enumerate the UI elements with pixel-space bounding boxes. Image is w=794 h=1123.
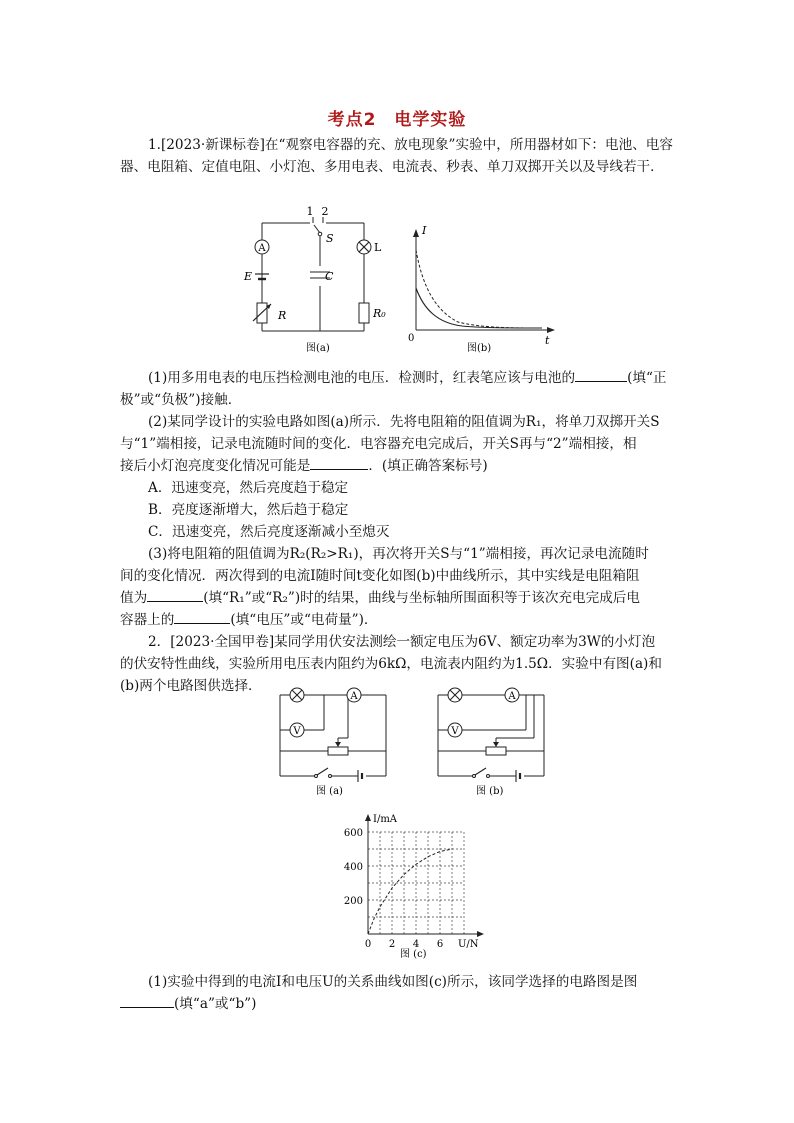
q2-intro-line2: 的伏安特性曲线，实验所用电压表内阻约为6kΩ，电流表内阻约为1.5Ω．实验中有图(a)和	[120, 656, 662, 672]
figure-2b-caption: 图 (b)	[476, 786, 504, 797]
battery-label: E	[244, 270, 253, 283]
t-axis-label: t	[545, 334, 550, 347]
y-tick-label: 400	[343, 862, 363, 873]
switch-label: S	[326, 232, 334, 245]
figure-a-caption: 图(a)	[306, 343, 330, 354]
q2-intro-line3: (b)两个电路图供选择．	[120, 678, 262, 694]
voltmeter-symbol-a: V	[293, 726, 301, 737]
y-axis-label: I/mA	[373, 814, 398, 825]
switch-terminal-1: 1	[306, 205, 314, 218]
x-axis-arrow	[477, 931, 484, 937]
y-axis-arrow	[365, 814, 371, 821]
q1-intro: 1.[2023·新课标卷]在“观察电容器的充、放电现象”实验中，所用器材如下：电池、电容器、电阻箱、定值电阻、小灯泡、多用电表、电流表、秒表、单刀双掷开关以及导线若干．	[120, 137, 673, 176]
q2-part1-line1: (1)实验中得到的电流I和电压U的关系曲线如图(c)所示，该同学选择的电路图是图	[148, 974, 638, 990]
iu-curve-series	[368, 849, 452, 934]
q1-figure-b	[402, 220, 562, 356]
q2-figure-c-chart	[330, 810, 490, 965]
x-tick-label: 2	[388, 939, 396, 950]
q1-part3-line2: 间的变化情况．两次得到的电流I随时间t变化如图(b)中曲线所示，其中实线是电阻箱阻	[120, 568, 640, 584]
q1-part1: (1)用多用电表的电压挡检测电池的电压．检测时，红表笔应该与电池的 (填“正	[120, 367, 680, 389]
figure-2c-caption: 图 (c)	[400, 949, 427, 960]
q1-part3-line4: 容器上的 (填“电压”或“电荷量”)．	[120, 609, 680, 631]
q2-figure-a	[276, 686, 392, 798]
i-axis-label: I	[422, 224, 427, 237]
q1-part2-line3: 接后小灯泡亮度变化情况可能是 ．(填正确答案标号)	[120, 455, 680, 477]
option-c: C．迅速变亮，然后亮度逐渐减小至熄灭	[148, 524, 390, 540]
q2-intro-line1: 2．[2023·全国甲卷]某同学用伏安法测绘一额定电压为6V、额定功率为3W的小灯泡	[148, 634, 656, 650]
q2-part1-line2: (填“a”或“b”)	[120, 993, 680, 1015]
figure-b-caption: 图(b)	[467, 343, 492, 354]
fixed-resistor-label: R₀	[373, 307, 386, 320]
capacitor-label: C	[325, 270, 334, 283]
q1-part2-line1: (2)某同学设计的实验电路如图(a)所示．先将电阻箱的阻值调为R₁，将单刀双掷开关S	[148, 414, 660, 430]
y-tick-label: 200	[343, 896, 363, 907]
option-a: A．迅速变亮，然后亮度趋于稳定	[148, 480, 349, 496]
page-title: 考点2 电学实验	[327, 110, 467, 130]
q1-part1-cont: 极”或“负极”)接触．	[120, 392, 242, 408]
figure-2a-caption: 图 (a)	[316, 786, 343, 797]
x-axis-label: U/N	[458, 939, 479, 950]
ammeter-symbol: A	[258, 243, 266, 254]
resistor-box-label: R	[278, 309, 287, 322]
switch-terminal-2: 2	[321, 205, 329, 218]
origin-label: 0	[408, 333, 415, 344]
x-tick-label: 4	[412, 939, 420, 950]
q1-part3-line1: (3)将电阻箱的阻值调为R₂(R₂>R₁)，再次将开关S与“1”端相接，再次记录电流随时	[148, 546, 649, 562]
y-tick-label: 600	[343, 828, 363, 839]
voltmeter-symbol-b: V	[451, 726, 459, 737]
x-tick-label: 0	[364, 939, 372, 950]
q1-figure-a	[244, 205, 402, 356]
lamp-label: L	[374, 241, 382, 254]
x-tick-label: 6	[436, 939, 444, 950]
q1-part2-line2: 与“1”端相接，记录电流随时间的变化．电容器充电完成后，开关S再与“2”端相接，相	[120, 436, 637, 452]
q2-figure-b	[434, 686, 550, 798]
option-b: B．亮度逐渐增大，然后趋于稳定	[148, 502, 349, 518]
q1-part3-line3: 值为 (填“R₁”或“R₂”)时的结果，曲线与坐标轴所围面积等于该次充电完成后电	[120, 587, 680, 609]
ammeter-symbol-a: A	[350, 691, 358, 702]
ammeter-symbol-b: A	[508, 691, 516, 702]
